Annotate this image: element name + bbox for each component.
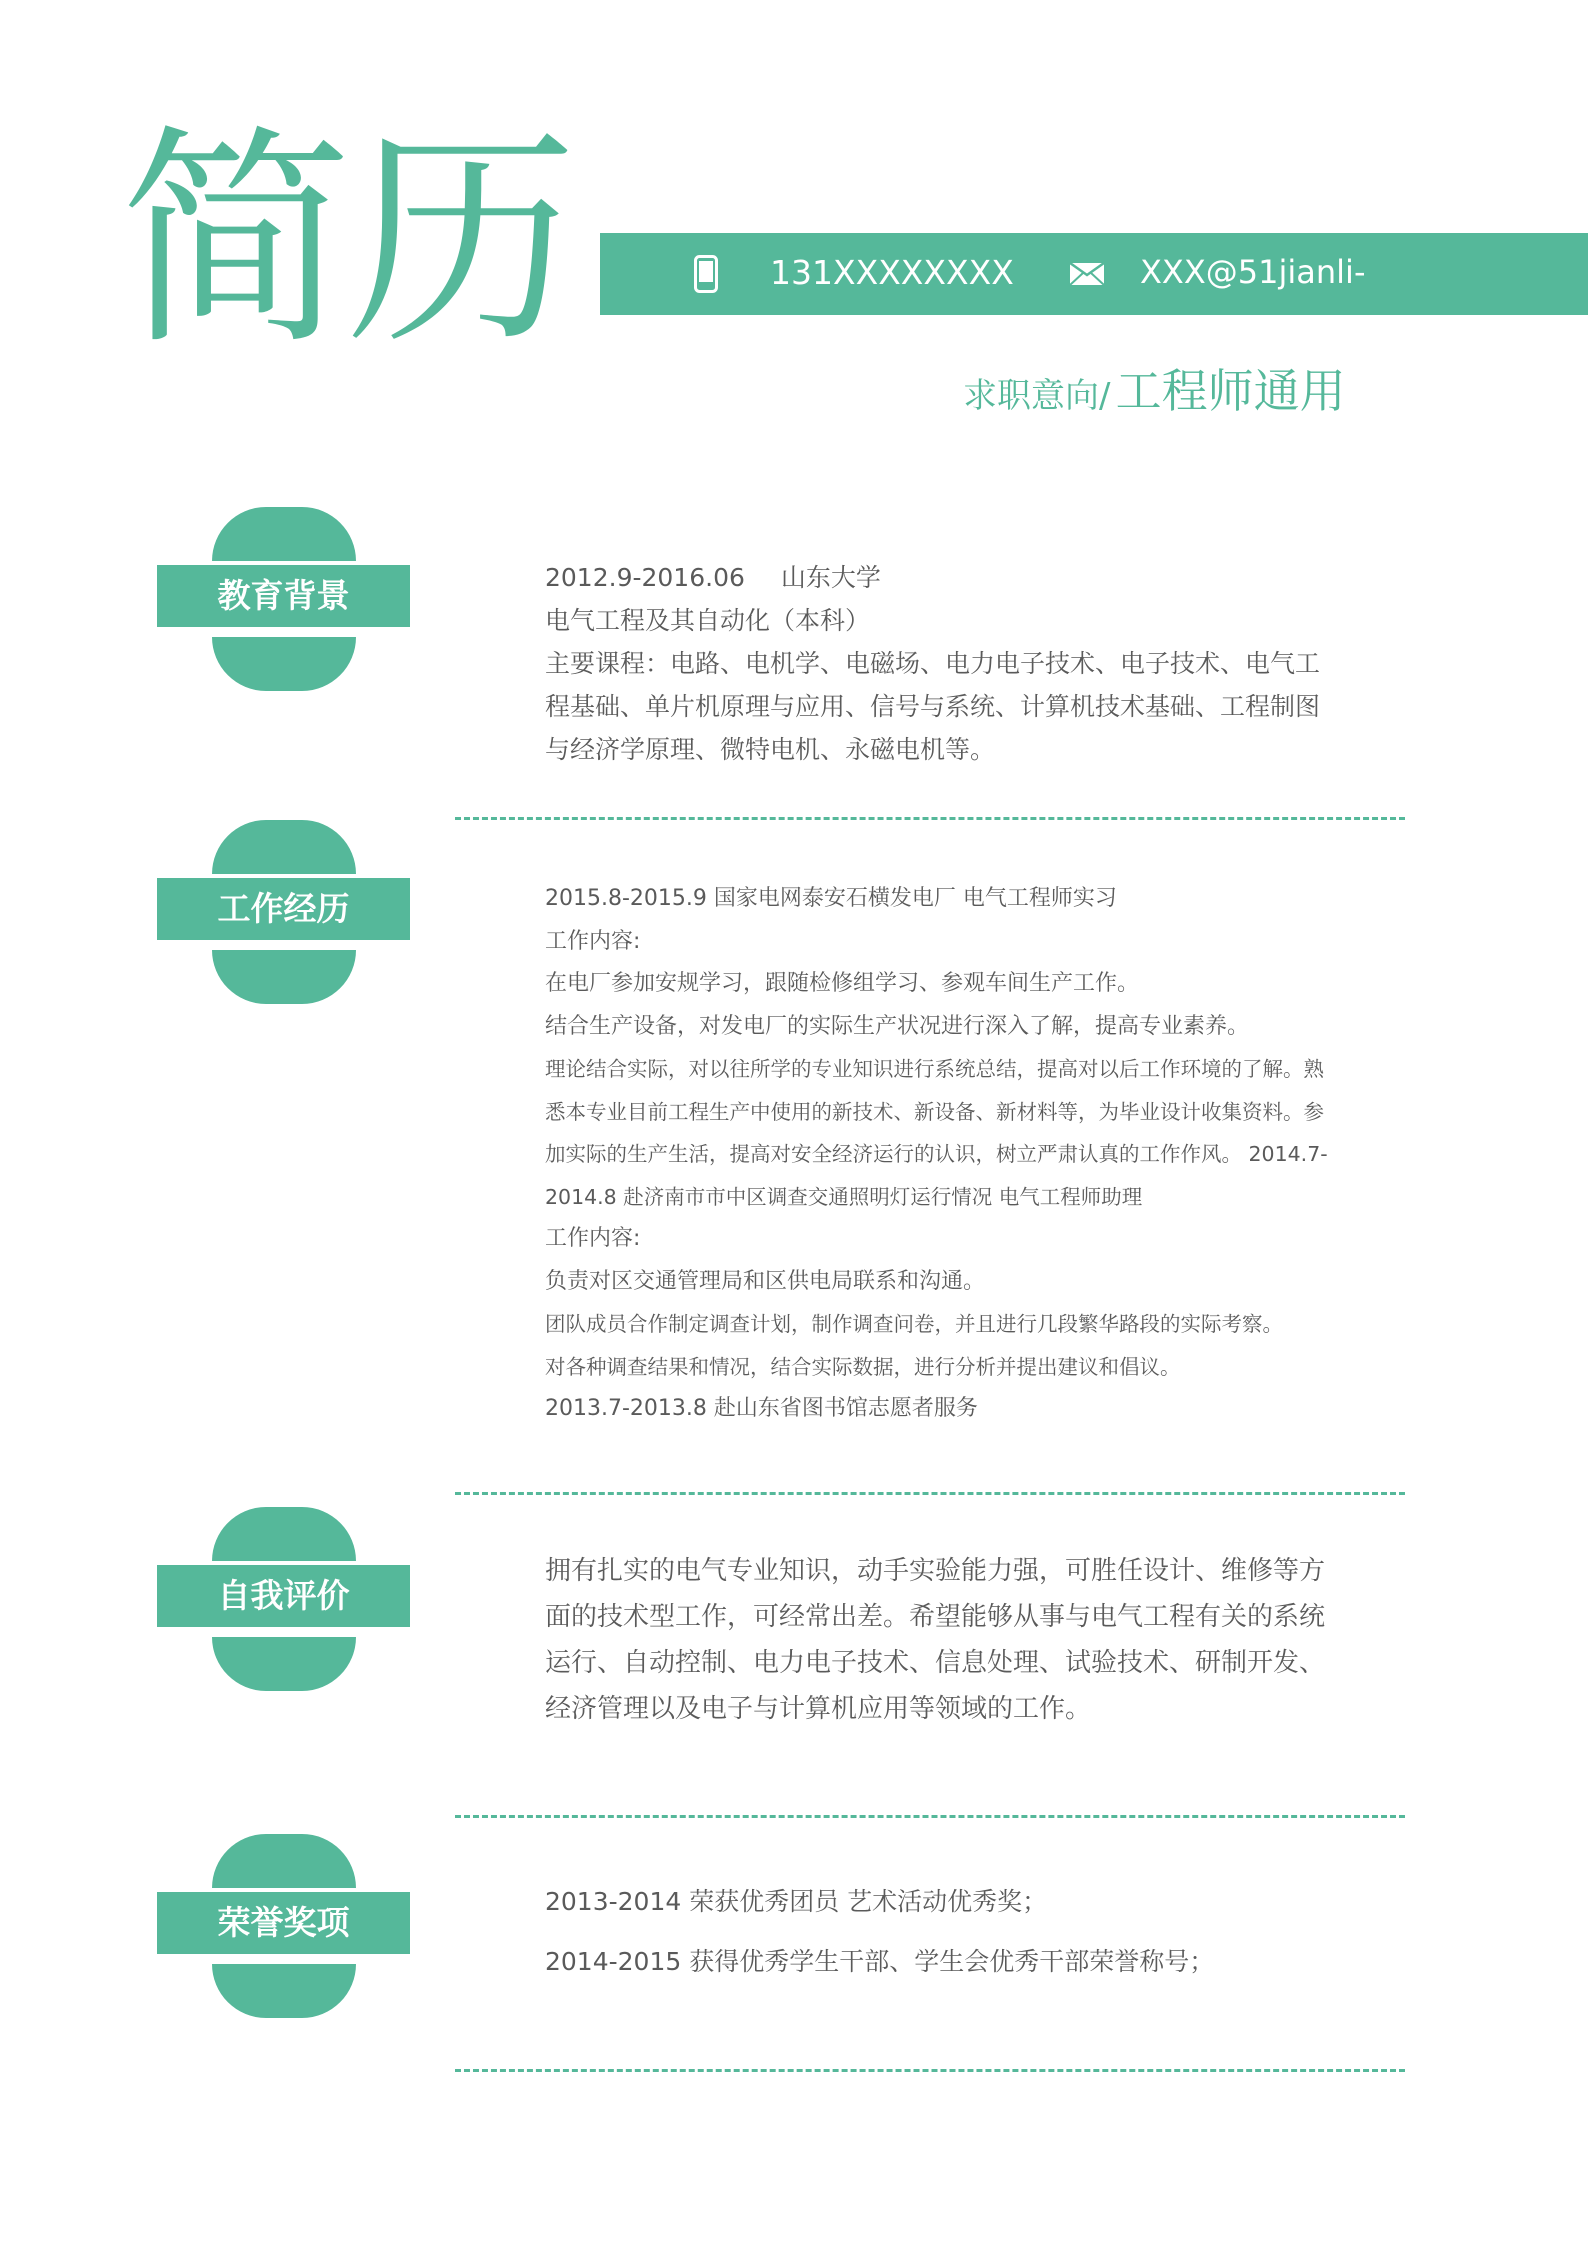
- email-address[interactable]: XXX@51jianli-: [1140, 253, 1366, 291]
- education-major: 电气工程及其自动化（本科）: [545, 606, 871, 635]
- job-intent: [963, 355, 1346, 421]
- job-intent-label: 求职意向/: [963, 376, 1111, 416]
- honors-heading: 荣誉奖项: [157, 1892, 410, 1954]
- resume-title: 简历: [120, 106, 573, 376]
- education-heading: 教育背景: [157, 565, 410, 627]
- section-divider: [455, 817, 1405, 820]
- mail-icon: [1070, 263, 1104, 285]
- phone-number[interactable]: 131XXXXXXXX: [770, 253, 1014, 292]
- section-divider: [455, 2069, 1405, 2072]
- education-period: 2012.9-2016.06: [545, 563, 745, 592]
- work-line: 对各种调查结果和情况，结合实际数据，进行分析并提出建议和倡议。: [545, 1354, 1181, 1379]
- phone-icon: [694, 255, 718, 293]
- badge-cap-bottom: [212, 1637, 356, 1691]
- badge-cap-bottom: [212, 950, 356, 1004]
- self-eval-heading: 自我评价: [157, 1565, 410, 1627]
- work-section: [545, 878, 1328, 1431]
- work-line: 理论结合实际，对以往所学的专业知识进行系统总结，提高对以后工作环境的了解。熟: [545, 1057, 1324, 1081]
- badge-cap-top: [212, 507, 356, 561]
- self-eval-line: 经济管理以及电子与计算机应用等领域的工作。: [545, 1694, 1092, 1724]
- honors-badge: [157, 1834, 410, 2018]
- self-eval-line: 面的技术型工作，可经常出差。希望能够从事与电气工程有关的系统: [545, 1602, 1326, 1632]
- education-courses-line: 与经济学原理、微特电机、永磁电机等。: [545, 735, 996, 764]
- honors-section: [545, 1872, 1214, 1992]
- work-line: 悉本专业目前工程生产中使用的新技术、新设备、新材料等，为毕业设计收集资料。参: [545, 1099, 1324, 1124]
- work-heading: 工作经历: [157, 878, 410, 940]
- self-eval-line: 运行、自动控制、电力电子技术、信息处理、试验技术、研制开发、: [545, 1648, 1326, 1678]
- work-line: 工作内容:: [545, 928, 641, 954]
- work-line: 2015.8-2015.9 国家电网泰安石横发电厂 电气工程师实习: [545, 886, 1117, 911]
- work-line: 团队成员合作制定调查计划，制作调查问卷，并且进行几段繁华路段的实际考察。: [545, 1312, 1283, 1336]
- work-line: 2014.8 赴济南市市中区调查交通照明灯运行情况 电气工程师助理: [545, 1184, 1143, 1209]
- self-eval-badge: [157, 1507, 410, 1691]
- education-section: [545, 556, 1320, 771]
- section-divider: [455, 1815, 1405, 1818]
- work-line: 结合生产设备，对发电厂的实际生产状况进行深入了解，提高专业素养。: [545, 1013, 1250, 1039]
- work-line: 负责对区交通管理局和区供电局联系和沟通。: [545, 1268, 986, 1294]
- badge-cap-bottom: [212, 1964, 356, 2018]
- badge-cap-top: [212, 1507, 356, 1561]
- self-eval-line: 拥有扎实的电气专业知识，动手实验能力强，可胜任设计、维修等方: [545, 1556, 1326, 1586]
- education-period-school: [545, 556, 1320, 599]
- education-school: 山东大学: [780, 563, 881, 592]
- section-divider: [455, 1492, 1405, 1495]
- job-intent-value: 工程师通用: [1115, 364, 1346, 418]
- work-line: 工作内容:: [545, 1226, 641, 1251]
- contact-bar: [600, 233, 1588, 315]
- work-badge: [157, 820, 410, 1004]
- badge-cap-top: [212, 820, 356, 874]
- work-line: 2013.7-2013.8 赴山东省图书馆志愿者服务: [545, 1396, 978, 1421]
- honors-line: 2014-2015 获得优秀学生干部、学生会优秀干部荣誉称号；: [545, 1947, 1215, 1976]
- education-courses-line: 程基础、单片机原理与应用、信号与系统、计算机技术基础、工程制图: [545, 692, 1321, 721]
- work-line: 在电厂参加安规学习，跟随检修组学习、参观车间生产工作。: [545, 971, 1140, 996]
- education-courses-line: 主要课程：电路、电机学、电磁场、电力电子技术、电子技术、电气工: [545, 649, 1321, 678]
- badge-cap-top: [212, 1834, 356, 1888]
- self-eval-section: [545, 1548, 1325, 1732]
- education-badge: [157, 507, 410, 691]
- work-line: 加实际的生产生活，提高对安全经济运行的认识，树立严肃认真的工作作风。 2014.7-: [545, 1142, 1328, 1166]
- badge-cap-bottom: [212, 637, 356, 691]
- honors-line: 2013-2014 荣获优秀团员 艺术活动优秀奖；: [545, 1887, 1048, 1916]
